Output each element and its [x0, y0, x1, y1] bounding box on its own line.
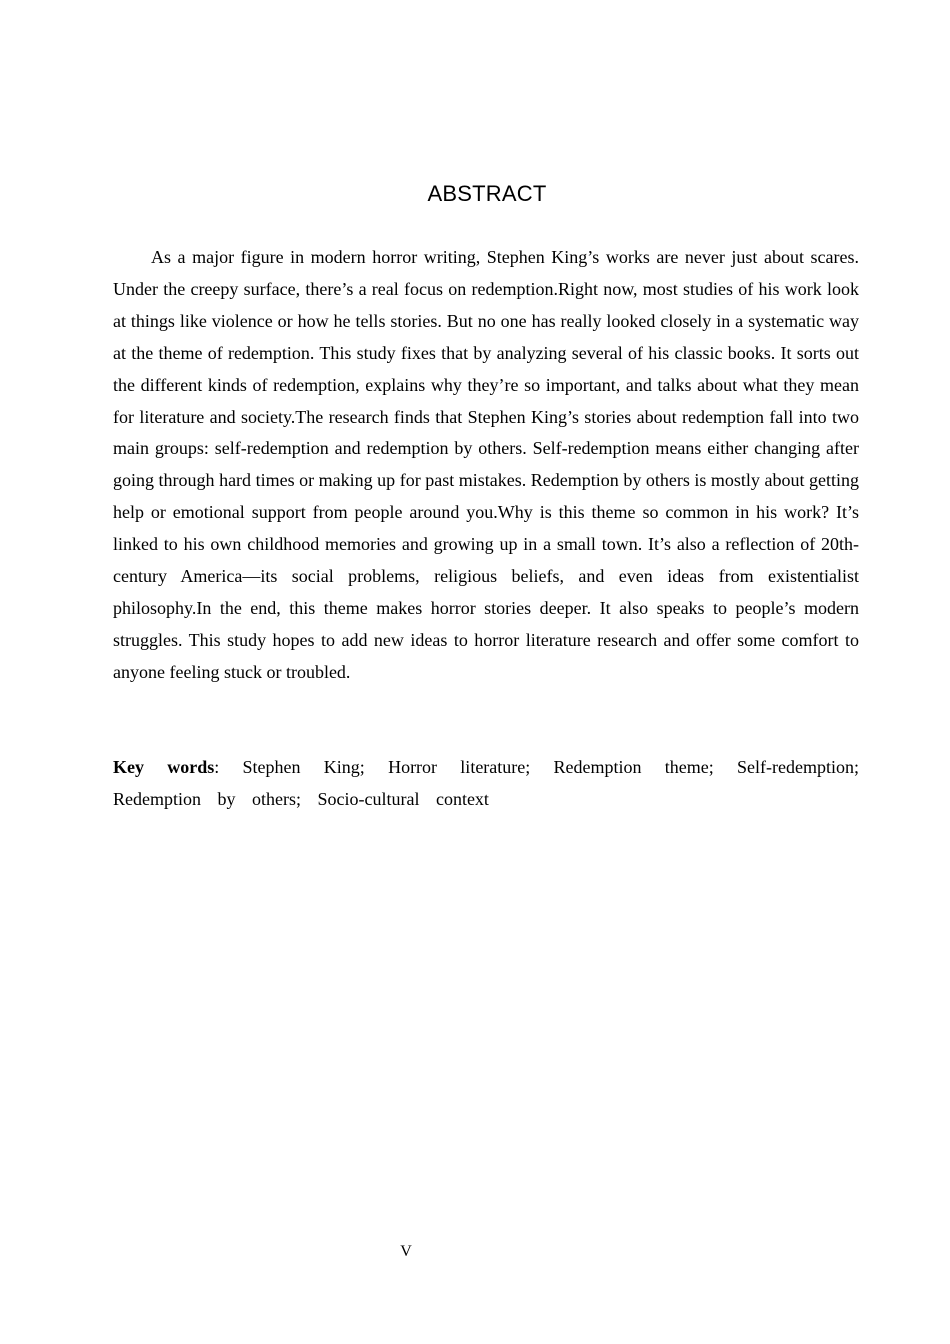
- keywords-list: Stephen King; Horror literature; Redemption theme; Self-redemption; Redemption by others; Socio-cultural context: [113, 757, 859, 809]
- keywords-separator: :: [214, 757, 220, 777]
- keywords-label: Key words: [113, 757, 215, 777]
- keywords-paragraph: [113, 752, 859, 816]
- abstract-title: ABSTRACT: [427, 181, 547, 206]
- abstract-body: As a major figure in modern horror writing, Stephen King’s works are never just about scares. Under the creepy surface, there’s a real focus on redemption.Right now, most studies of his work look at things like violence or how he tells stories. But no one has really looked closely in a systematic way at the theme of redemption. This study fixes that by analyzing several of his classic books. It sorts out the different kinds of redemption, explains why they’re so important, and talks about what they mean for literature and society.The research finds that Stephen King’s stories about redemption fall into two main groups: self-redemption and redemption by others. Self-redemption means either changing after going through hard times or making up for past mistakes. Redemption by others is mostly about getting help or emotional support from people around you.Why is this theme so common in his work? It’s linked to his own childhood memories and growing up in a small town. It’s also a reflection of 20th-century America—its social problems, religious beliefs, and even ideas from existentialist philosophy.In the end, this theme makes horror stories deeper. It also speaks to people’s modern struggles. This study hopes to add new ideas to horror literature research and offer some comfort to anyone feeling stuck or troubled.: [113, 247, 859, 682]
- page-number: V: [400, 1243, 412, 1260]
